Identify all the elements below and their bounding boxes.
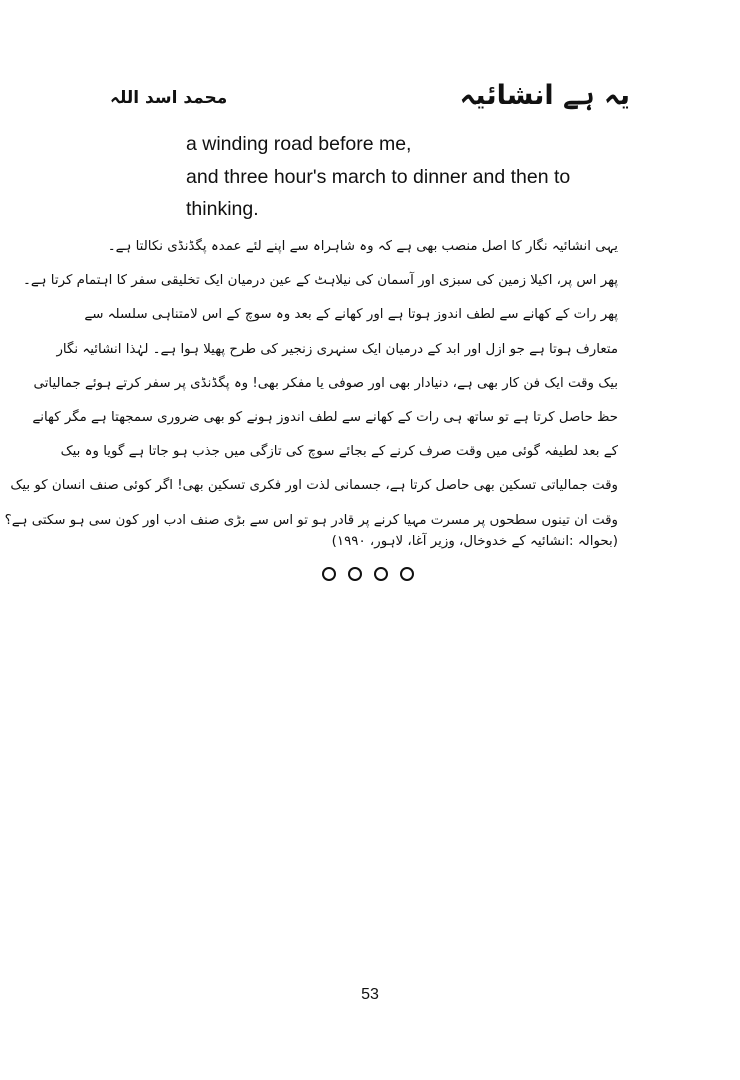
paragraph-line: وقت ان تینوں سطحوں پر مسرت مہیا کرنے پر قادر ہو تو اس سے بڑی صنف ادب اور کون سی ہو سکتی ہے؟ — [4, 512, 618, 528]
source-reference: (بحوالہ :انشائیہ کے خدوخال، وزیر آغا، لاہور، ۱۹۹۰) — [331, 534, 618, 549]
paragraph-line: متعارف ہوتا ہے جو ازل اور ابد کے درمیان ایک سنہری زنجیر کی طرح پھیلا ہوا ہے۔ لہٰذا انشائیہ نگار — [56, 341, 618, 357]
quotation-line: thinking. — [186, 198, 259, 220]
paragraph-line: حظ حاصل کرتا ہے تو ساتھ ہی رات کے کھانے سے لطف اندوز ہونے کو بھی ضروری سمجھتا ہے مگر کھانے — [32, 409, 618, 425]
paragraph-line: پھر اس پر، اکیلا زمین کی سبزی اور آسمان کی نیلاہٹ کے عین درمیان ایک تخلیقی سفر کا اہتمام کرتا ہے۔ — [22, 273, 618, 289]
quotation-line: a winding road before me, — [186, 133, 412, 155]
urdu-paragraph — [4, 230, 618, 538]
circle-icon — [348, 567, 362, 581]
paragraph-line: یہی انشائیہ نگار کا اصل منصب بھی ہے کہ وہ شاہراہ سے اپنے لئے عمدہ پگڈنڈی نکالتا ہے۔ — [107, 239, 618, 254]
circle-icon — [400, 567, 414, 581]
circle-icon — [322, 567, 336, 581]
paragraph-line: پھر رات کے کھانے سے لطف اندوز ہوتا ہے اور کھانے کے بعد وہ سوچ کے اس لامتناہی سلسلہ سے — [84, 307, 618, 323]
section-end-ornament — [322, 562, 414, 586]
page-header — [110, 76, 630, 122]
paragraph-line: کے بعد لطیفہ گوئی میں وقت صرف کرنے کے بجائے سوچ کی تازگی میں جذب ہو جاتا ہے گویا وہ بیک — [60, 444, 618, 460]
author-name: محمد اسد اللہ — [110, 88, 228, 108]
book-title: یہ ہے انشائیہ — [459, 80, 630, 111]
circle-icon — [374, 567, 388, 581]
english-quotation — [186, 128, 626, 226]
quotation-line: and three hour's march to dinner and then to — [186, 165, 571, 188]
paragraph-line: وقت جمالیاتی تسکین بھی حاصل کرتا ہے، جسمانی لذت اور فکری تسکین بھی! اگر کوئی صنف انسان کو بیک — [10, 478, 618, 494]
page-number: 53 — [361, 986, 379, 1003]
paragraph-line: بیک وقت ایک فن کار بھی ہے، دنیادار بھی اور صوفی یا مفکر بھی! وہ پگڈنڈی پر سفر کرتے ہوئے جمالیاتی — [33, 375, 618, 391]
